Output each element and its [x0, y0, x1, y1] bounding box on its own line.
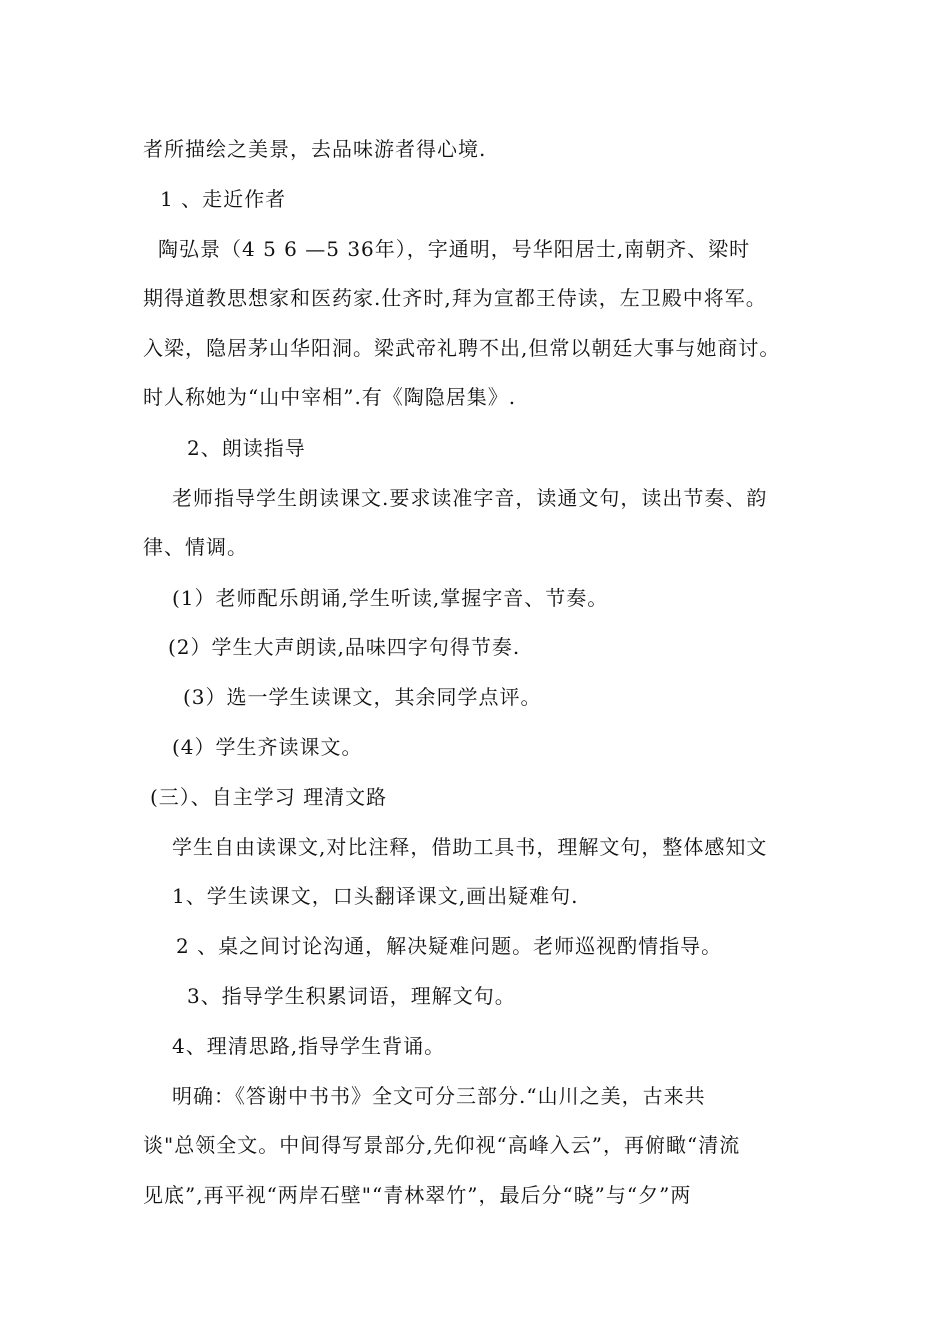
text-line: 入梁，隐居茅山华阳洞。梁武帝礼聘不出,但常以朝廷大事与她商讨。	[143, 336, 781, 360]
text-line: 期得道教思想家和医药家.仕齐时,拜为宣都王侍读，左卫殿中将军。	[143, 286, 767, 310]
text-line: 时人称她为“山中宰相”.有《陶隐居集》.	[143, 385, 517, 409]
list-item: (2）学生大声朗读,品味四字句得节奏.	[168, 635, 521, 659]
list-item: 2 、桌之间讨论沟通，解决疑难问题。老师巡视酌情指导。	[176, 934, 723, 958]
text-line: 见底”,再平视“两岸石壁"“青林翠竹”，最后分“晓”与“夕”两	[143, 1183, 692, 1207]
list-item: 1、学生读课文，口头翻译课文,画出疑难句.	[172, 884, 579, 908]
section-heading: 2、朗读指导	[187, 436, 306, 460]
text-line: 老师指导学生朗读课文.要求读准字音，读通文句，读出节奏、韵	[172, 486, 768, 510]
list-item: 4、理清思路,指导学生背诵。	[172, 1034, 446, 1058]
list-item: (3）选一学生读课文，其余同学点评。	[183, 685, 542, 709]
text-line: 谈"总领全文。中间得写景部分,先仰视“高峰入云”，再俯瞰“清流	[143, 1133, 741, 1157]
section-heading: (三）、自主学习 理清文路	[150, 785, 388, 809]
text-line: 者所描绘之美景，去品味游者得心境.	[143, 137, 487, 161]
section-heading: 1 、走近作者	[160, 187, 287, 211]
list-item: (1）老师配乐朗诵,学生听读,掌握字音、节奏。	[172, 586, 609, 610]
text-line: 明确：《答谢中书书》全文可分三部分.“山川之美，古来共	[172, 1084, 706, 1108]
text-line: 律、情调。	[143, 535, 248, 559]
text-line: 学生自由读课文,对比注释，借助工具书，理解文句，整体感知文	[172, 835, 768, 859]
text-line: 陶弘景（4 5 6 —5 36年），字通明，号华阳居士,南朝齐、梁时	[158, 237, 751, 261]
list-item: (4）学生齐读课文。	[172, 735, 363, 759]
list-item: 3、指导学生积累词语，理解文句。	[187, 984, 516, 1008]
